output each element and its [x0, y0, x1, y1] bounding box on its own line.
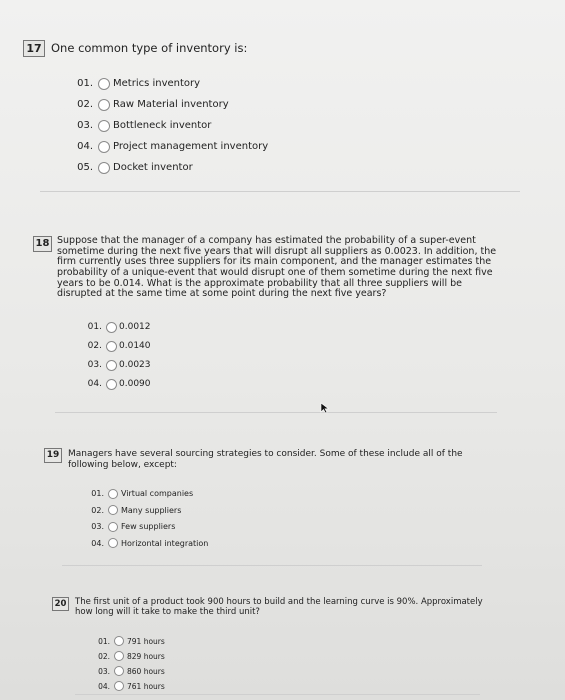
radio-button[interactable] [114, 681, 124, 691]
option-number: 04. [91, 538, 104, 548]
option-number: 05. [77, 162, 93, 173]
option-number: 02. [91, 505, 104, 515]
option-number: 02. [77, 99, 93, 110]
option-number: 04. [77, 141, 93, 152]
question-divider [62, 565, 482, 566]
question-number-badge: 20 [52, 597, 69, 611]
option-number: 01. [91, 489, 104, 499]
question-18 [33, 236, 508, 394]
radio-button[interactable] [98, 99, 110, 111]
question-number-badge: 19 [44, 448, 62, 463]
option-label[interactable]: Project management inventory [113, 141, 269, 152]
question-text: Suppose that the manager of a company has estimated the probability of a super-event sometime during the next five years that will disrupt all suppliers as 0.0023. In addition, the firm currently uses three suppliers for its main component, and the manager estimates the probability of a unique-event that would disrupt one of them sometime during the next five years to be 0.014. What is the approximate probability that all three suppliers will be disrupted at the same time at some point during the next five years? [57, 235, 497, 300]
radio-button[interactable] [98, 78, 110, 90]
question-20 [52, 597, 492, 694]
option-04[interactable] [89, 535, 494, 552]
radio-button[interactable] [106, 341, 117, 352]
option-number: 03. [98, 666, 110, 676]
option-label[interactable]: Metrics inventory [113, 78, 201, 89]
option-02[interactable] [89, 502, 494, 519]
question-divider [55, 412, 497, 413]
option-04[interactable] [75, 136, 523, 157]
question-number-badge: 18 [33, 236, 52, 252]
option-01[interactable] [75, 73, 523, 94]
option-label[interactable]: Bottleneck inventor [113, 120, 212, 131]
option-label[interactable]: 0.0140 [119, 341, 151, 352]
answer-options [85, 318, 508, 394]
radio-button[interactable] [98, 162, 110, 174]
question-19 [44, 448, 494, 552]
option-number: 01. [77, 78, 93, 89]
option-02[interactable] [96, 649, 492, 664]
option-number: 04. [98, 681, 110, 691]
question-text: One common type of inventory is: [51, 41, 248, 55]
radio-button[interactable] [98, 141, 110, 153]
radio-button[interactable] [114, 636, 124, 646]
option-04[interactable] [85, 375, 508, 394]
option-label[interactable]: Raw Material inventory [113, 99, 229, 110]
radio-button[interactable] [108, 489, 118, 499]
option-02[interactable] [75, 94, 523, 115]
radio-button[interactable] [98, 120, 110, 132]
option-label[interactable]: Virtual companies [121, 489, 194, 499]
mouse-cursor-icon [320, 402, 330, 414]
radio-button[interactable] [114, 666, 124, 676]
answer-options [96, 634, 492, 694]
option-label[interactable]: 0.0012 [119, 322, 151, 333]
radio-button[interactable] [108, 505, 118, 515]
option-label[interactable]: Few suppliers [121, 522, 176, 532]
option-number: 03. [91, 522, 104, 532]
question-divider [75, 694, 480, 695]
option-label[interactable]: 0.0023 [119, 360, 151, 371]
option-03[interactable] [85, 356, 508, 375]
option-label[interactable]: Many suppliers [121, 505, 182, 515]
option-03[interactable] [75, 115, 523, 136]
option-05[interactable] [75, 157, 523, 178]
option-number: 02. [87, 341, 102, 352]
option-03[interactable] [89, 519, 494, 536]
answer-options [89, 486, 494, 552]
option-02[interactable] [85, 337, 508, 356]
radio-button[interactable] [108, 538, 118, 548]
question-text: Managers have several sourcing strategies to consider. Some of these include all of the following below, except: [68, 449, 463, 470]
option-label[interactable]: 0.0090 [119, 379, 151, 390]
option-label[interactable]: 761 hours [127, 681, 165, 691]
option-04[interactable] [96, 679, 492, 694]
option-label[interactable]: 860 hours [127, 666, 165, 676]
question-text: The first unit of a product took 900 hours to build and the learning curve is 90%. Approximately how long will it take to make the third unit? [75, 597, 483, 617]
option-01[interactable] [96, 634, 492, 649]
radio-button[interactable] [114, 651, 124, 661]
option-number: 03. [77, 120, 93, 131]
option-label[interactable]: Docket inventor [113, 162, 193, 173]
option-01[interactable] [89, 486, 494, 503]
option-label[interactable]: 791 hours [127, 636, 165, 646]
option-03[interactable] [96, 664, 492, 679]
option-01[interactable] [85, 318, 508, 337]
radio-button[interactable] [108, 522, 118, 532]
option-number: 04. [87, 379, 102, 390]
option-label[interactable]: 829 hours [127, 651, 165, 661]
option-number: 01. [87, 322, 102, 333]
option-number: 01. [98, 636, 110, 646]
answer-options [75, 73, 523, 178]
option-number: 02. [98, 651, 110, 661]
option-number: 03. [87, 360, 102, 371]
question-divider [40, 191, 520, 192]
question-number-badge: 17 [23, 40, 45, 57]
option-label[interactable]: Horizontal integration [121, 538, 209, 548]
radio-button[interactable] [106, 322, 117, 333]
radio-button[interactable] [106, 379, 117, 390]
question-17 [23, 40, 523, 178]
radio-button[interactable] [106, 360, 117, 371]
